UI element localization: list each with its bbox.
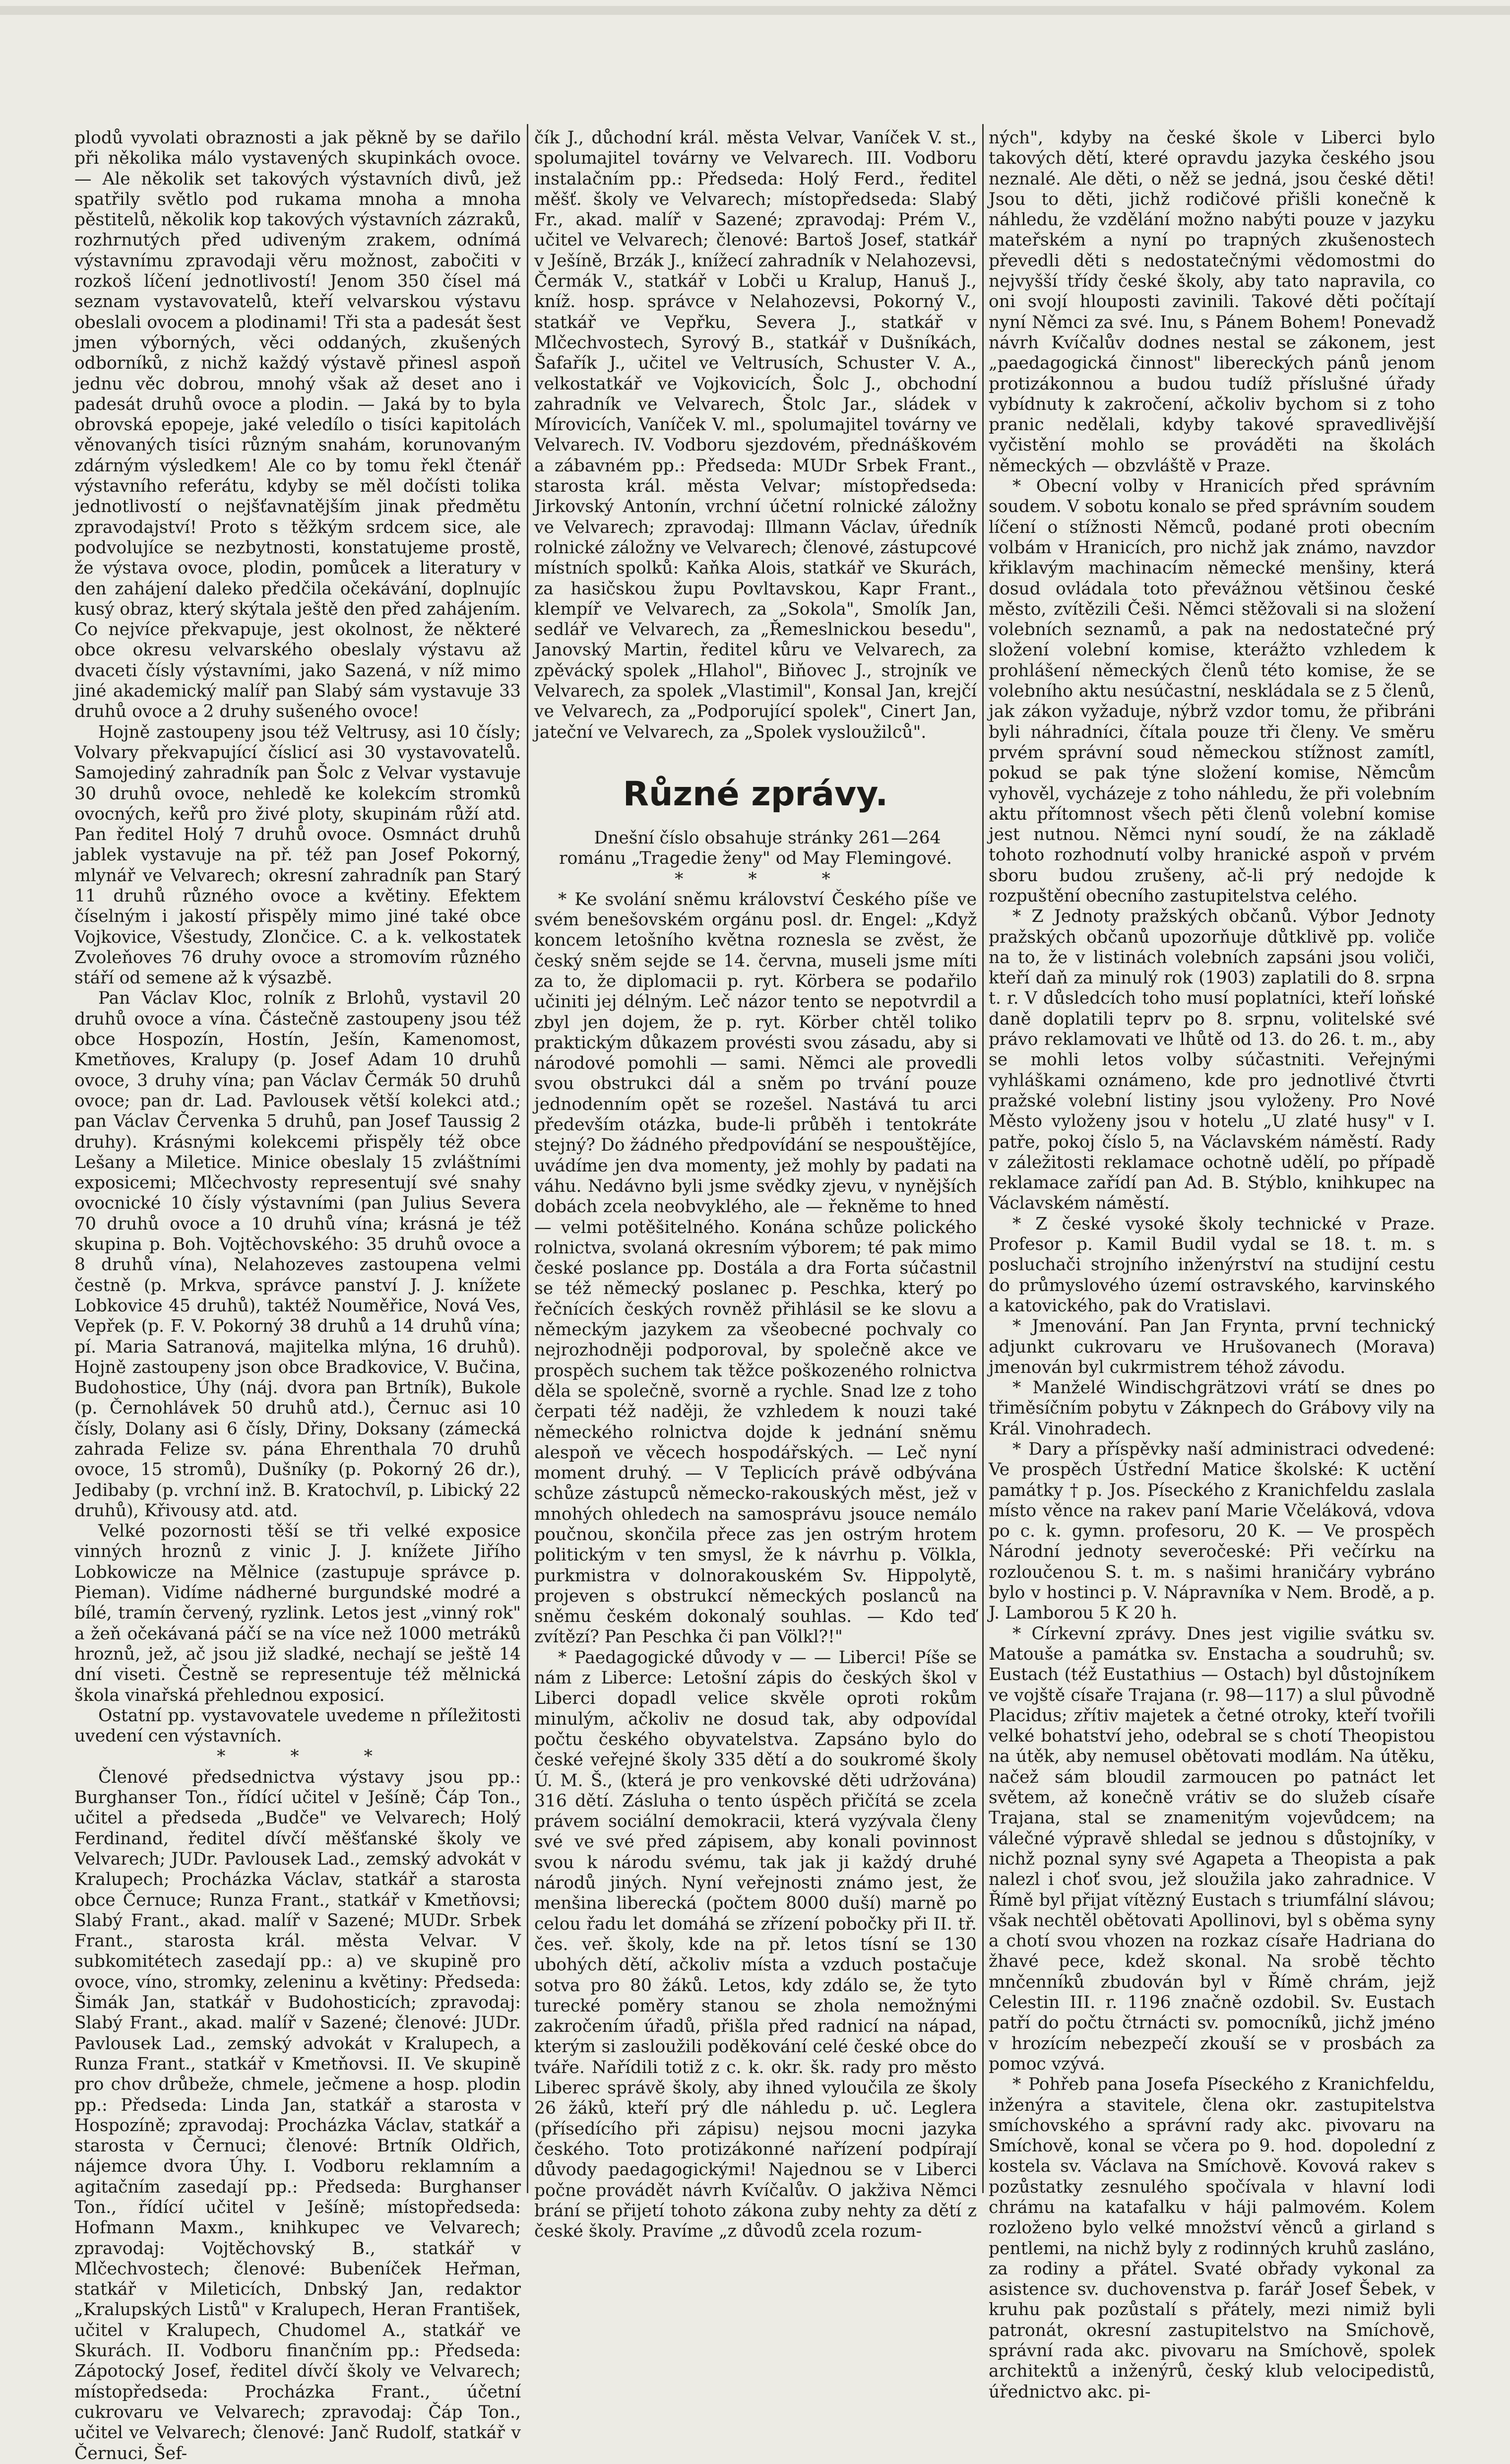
- column-3: [989, 128, 1435, 2402]
- news-item: * Paedagogické důvody v — — Liberci! Píše se nám z Liberce: Letošní zápis do českých škol v Liberci dopadl velice skvěle oproti rokům minulým, ačkoliv ne dosud tak, aby odpovídal počtu českého obyvatelstva. Zapsáno bylo do české veřejné školy 335 dětí a do soukromé školy Ú. M. Š., (která je pro venkovské děti udržována) 316 dětí. Zásluha o tento úspěch přičítá se zcela právem sociální demokracii, která vyzývala členy své ve své před zápisem, aby konali povinnost svou k národu svému, tak jak ji každý druhé národů jiných. Nyní veřejnosti známo jest, že menšina liberecká (počtem 8000 duší) marně po celou řadu let domáhá se zřízení pobočky při II. tř. čes. veř. školy, kde na př. letos tísní se 130 ubohých dětí, ačkoliv místa a vzduch postačuje sotva pro 80 žáků. Letos, kdy zdálo se, že tyto turecké poměry stanou se zhola nemožnými zakročením úřadů, přišla před radnicí na nápad, kterým si zasloužili poděkování celé české obce do tváře. Nařídili totiž z c. k. okr. šk. rady pro město Liberec správě školy, aby ihned vyloučila ze školy 26 žáků, kteří prý dle náhledu p. uč. Leglera (přísedícího při zápisu) nejsou mocni jazyka českého. Toto protizákonné nařízení podpírají důvody paedagogickými! Najednou se v Liberci počne provádět návrh Kvíčalův. O jakživa Němci brání se přijetí tohoto zákona zuby nehty za dětí z české školy. Pravíme „z důvodů zcela rozum-: [534, 1647, 977, 2242]
- news-item: * Z české vysoké školy technické v Praze. Profesor p. Kamil Budil vydal se 18. t. m. s posluchači strojního inženýrství na studijní cestu do průmyslového území ostravského, karvinského a katovického, pak do Vratislavi.: [989, 1214, 1435, 1316]
- article-paragraph: Velké pozornosti těší se tři velké exposice vinných hroznů z vinic J. J. knížete Jiřího Lobkowicze na Mělnice (zastupuje správce p. Pieman). Vidíme nádherné burgundské modré a bílé, tramín červený, ryzlink. Letos jest „vinný rok" a žeň očekávaná páčí se na více než 1000 metráků hroznů, jež, ač jsou již sladké, nechají se ještě 14 dní viseti. Čestně se representuje též mělnická škola vinařská přehlednou exposicí.: [74, 1521, 521, 1705]
- news-item: * Církevní zprávy. Dnes jest vigilie svátku sv. Matouše a památka sv. Enstacha a soudruhů; sv. Eustach (též Eustathius — Ostach) byl důstojníkem ve vojště císaře Trajana (r. 98—117) a slul původně Placidus; zřítiv majetek a četné otroky, kteří tvořili velké bohatství jeho, odebral se s chotí Theopistou na útěk, aby nemusel obětovati modlám. Na útěku, načež sám bloudil zarmoucen po patnáct let světem, až konečně vrátiv se do služeb císaře Trajana, stal se znamenitým vojevůdcem; na válečné výpravě shledal se jednou s důstojníky, v nichž poznal syny své Agapeta a Theopista a pak nalezl i choť svou, jež sloužila jako zahradnice. V Římě byl přijat vítězný Eustach s triumfální slávou; však nechtěl obětovati Apollinovi, byl s oběma syny a chotí svou vhozen na rozkaz císaře Hadriana do žhavé pece, kdež skonal. Na srobě těchto mnčenníků zbudován byl v Římě chrám, jejž Celestin III. r. 1196 značně ozdobil. Sv. Eustach patří do počtu čtrnácti sv. pomocníků, jichž jméno v hrozícím nebezpečí zkouší se v prosbách za pomoc vzývá.: [989, 1623, 1435, 2074]
- column-2: [534, 128, 977, 2242]
- news-item: * Z Jednoty pražských občanů. Výbor Jednoty pražských občanů upozorňuje důtklivě pp. voliče na to, že v listinách volebních zapsáni jsou voliči, kteří daň za minulý rok (1903) zaplatili do 8. srpna t. r. V důsledcích toho musí poplatníci, kteří loňské daně doplatili teprv po 8. srpnu, volitelské své právo reklamovati ve lhůtě od 13. do 26. t. m., aby se mohli letos volby súčastniti. Veřejnými vyhláškami oznámeno, kde pro jednotlivé čtvrti pražské volební listiny jsou vyloženy. Pro Nové Město vyloženy jsou v hotelu „U zlaté husy" v I. patře, pokoj číslo 5, na Václavském náměstí. Rady v záležitosti reklamace ochotně udělí, po případě reklamace zařídí pan Ad. B. Stýblo, knihkupec na Václavském náměstí.: [989, 907, 1435, 1214]
- news-item: * Manželé Windischgrätzovi vrátí se dnes po třiměsíčním pobytu v Záknpech do Grábovy vily na Král. Vinohradech.: [989, 1378, 1435, 1439]
- column-rule: [982, 124, 984, 2193]
- article-paragraph: Pan Václav Kloc, rolník z Brlohů, vystavil 20 druhů ovoce a vína. Částečně zastoupeny jsou též obce Hospozín, Hostín, Ješín, Kamenomost, Kmetňoves, Kralupy (p. Josef Adam 10 druhů ovoce, 3 druhy vína; pan Václav Čermák 50 druhů ovoce; pan dr. Lad. Pavlousek větší kolekci atd.; pan Václav Červenka 5 druhů, pan Josef Taussig 2 druhy). Krásnými kolekcemi přispěly též obce Lešany a Miletice. Minice obeslaly 15 zvláštními exposicemi; Mlčechvosty representují své snahy ovocnické 10 čísly výstavními (pan Julius Severa 70 druhů ovoce a 10 druhů vína; krásná je též skupina p. Boh. Vojtěchovského: 35 druhů ovoce a 8 druhů vína), Nelahozeves zastoupena velmi čestně (p. Mrkva, správce panství J. J. knížete Lobkovice 45 druhů), taktéž Nouměřice, Nová Ves, Vepřek (p. F. V. Pokorný 38 druhů a 14 druhů vína; pí. Maria Satranová, majitelka mlýna, 16 druhů). Hojně zastoupeny json obce Bradkovice, V. Bučina, Budohostice, Úhy (náj. dvora pan Brtník), Bukole (p. Černohlávek 50 druhů atd.), Černuc asi 10 čísly, Dolany asi 6 čísly, Dřiny, Doksany (zámecká zahrada Felize sv. pána Ehrenthala 70 druhů ovoce, 15 stromů), Dušníky (p. Pokorný 26 dr.), Jedibaby (p. vrchní inž. B. Kratochvíl, p. Libický 22 druhů), Křivousy atd. atd.: [74, 988, 521, 1521]
- section-separator: * * *: [675, 869, 860, 889]
- page-top-edge: [0, 6, 1510, 15]
- section-lead: Dnešní číslo obsahuje stránky 261—264 románu „Tragedie ženy" od May Flemingové.: [559, 828, 952, 869]
- column-1: [74, 128, 521, 2464]
- news-item: * Dary a příspěvky naší administraci odvedené: Ve prospěch Ústřední Matice školské: K uctění památky † p. Jos. Píseckého z Kranichfeldu zaslala místo věnce na rakev paní Marie Včeláková, vdova po c. k. gymn. profesoru, 20 K. — Ve prospěch Národní jednoty severočeské: Při večírku na rozloučenou S. t. m. s našimi hraničáry vybráno bylo v hostinci p. V. Nápravníka v Nem. Brodě, a p. J. Lamborou 5 K 20 h.: [989, 1439, 1435, 1623]
- news-item: * Ke svolání sněmu království Českého píše ve svém benešovském orgánu posl. dr. Engel: „Když koncem letošního května roznesla se zvěst, že český sněm sejde se 14. června, museli jsme míti za to, že diplomacii p. ryt. Körbera se podařilo učiniti jej délným. Leč názor tento se nepotvrdil a zbyl jen dojem, že p. ryt. Körber chtěl toliko praktickým důkazem provésti svou zásadu, aby si národové pomohli — sami. Němci ale provedli svou obstrukci dál a sněm po trvání pouze jednodenním opět se rozešel. Nastává tu arci především otázka, bude-li průběh i tentokráte stejný? Do žádného předpovídání se nespouštějíce, uvádíme jen dva momenty, jež mohly by padati na váhu. Nedávno byli jsme svědky zjevu, v nynějších dobách zcela neobvyklého, ale — řekněme to hned — velmi potěšitelného. Konána schůze polického rolnictva, svolaná okresním výborem; té pak mimo české poslance pp. Dostála a dra Forta súčastnil se též německý poslanec p. Peschka, který po řečnících českých rovněž přihlásil se ke slovu a německým jazykem za všeobecné pochvaly co nejrozhodněji podporoval, by společně akce ve prospěch suchem tak těžce poškozeného rolnictva děla se společně, svorně a rychle. Snad lze z toho čerpati též naději, že vzhledem k nouzi také německého rolnictva dojde k jednání sněmu alespoň ve věcech hospodářských. — Leč nyní moment druhý. — V Teplicích právě odbývána schůze zástupců německo-rakouských měst, jež v mnohých ohledech na samosprávu jsouce nemálo poučnou, skončila přece zas jen ostrým hrotem politickým v ten smysl, že k návrhu p. Völkla, purkmistra v dolnorakouském Sv. Hippolytě, projeven s obstrukcí německých poslanců na sněmu českém dokonalý souhlas. — Kdo teď zvítězí? Pan Peschka či pan Völkl?!": [534, 889, 977, 1647]
- article-paragraph: čík J., důchodní král. města Velvar, Vaníček V. st., spolumajitel továrny ve Velvarech. III. Vodboru instalačním pp.: Předseda: Holý Ferd., ředitel měšť. školy ve Velvarech; místopředseda: Slabý Fr., akad. malíř v Sazené; zpravodaj: Prém V., učitel ve Velvarech; členové: Bartoš Josef, statkář v Ješíně, Brzák J., knížecí zahradník v Nelahozevsi, Čermák V., statkář v Lobči u Kralup, Hanuš J., kníž. hosp. správce v Nelahozevsi, Pokorný V., statkář ve Vepřku, Severa J., statkář v Mlčechvostech, Syrový B., statkář v Dušníkách, Šafařík J., učitel ve Veltrusích, Schuster V. A., velkostatkář ve Vojkovicích, Šolc J., obchodní zahradník ve Velvarech, Štolc Jar., sládek v Mírovicích, Vaníček V. ml., spolumajitel továrny ve Velvarech. IV. Vodboru sjezdovém, přednáškovém a zábavném pp.: Předseda: MUDr Srbek Frant., starosta král. města Velvar; místopředseda: Jirkovský Antonín, vrchní účetní rolnické záložny ve Velvarech; zpravodaj: Illmann Václav, úředník rolnické záložny ve Velvarech; členové, zástupcové místních spolků: Kaňka Alois, statkář ve Skurách, za hasičskou župu Povltavskou, Kapr Frant., klempíř ve Velvarech, za „Sokola", Smolík Jan, sedlář ve Velvarech, za „Řemeslnickou besedu", Janovský Martin, ředitel kůru ve Velvarech, za zpěvácký spolek „Hlahol", Biňovec J., strojník ve Velvarech, za spolek „Vlastimil", Konsal Jan, krejčí ve Velvarech, za „Podporující spolek", Cinert Jan, jateční ve Velvarech, za „Spolek vysloužilců".: [534, 128, 977, 742]
- article-paragraph: Ostatní pp. vystavovatele uvedeme n příležitosti uvedení cen výstavních.: [74, 1705, 521, 1747]
- column-rule: [527, 124, 528, 2193]
- section-separator: * * *: [217, 1747, 402, 1767]
- news-item: * Obecní volby v Hranicích před správním soudem. V sobotu konalo se před správním soudem líčení o stížnosti Němců, podané proti obecním volbám v Hranicích, pro nichž jak známo, navzdor křiklavým machinacím německé menšiny, která dosud ovládala toto převážnou většinou české město, zvítězili Češi. Němci stěžovali si na složení volebních seznamů, a pak na nedostatečné prý složení volební komise, kterážto vzhledem k prohlášení německých členů této komise, že se volebního aktu nesúčastní, neskládala se z 5 členů, jak zákon vyžaduje, nýbrž vzdor tomu, že přibráni byli náhradníci, čítala pouze tři členy. Ve směru prvém správní soud německou stížnost zamítl, pokud se pak týne složení komise, Němcům vyhověl, vycházeje z toho náhledu, že při volebním aktu přítomnost všech pěti členů volební komise jest nutnou. Němci nyní soudí, že na základě tohoto rozhodnutí volby hranické aspoň v prvém sboru budou zrušeny, ač-li prý nedojde k rozpuštění obecního zastupitelstva celého.: [989, 476, 1435, 906]
- article-paragraph: Členové předsednictva výstavy jsou pp.: Burghanser Ton., řídící učitel v Ješíně; Čáp Ton., učitel a předseda „Budče" ve Velvarech; Holý Ferdinand, ředitel dívčí měšťanské školy ve Velvarech; JUDr. Pavlousek Lad., zemský advokát v Kralupech; Procházka Václav, statkář a starosta obce Černuce; Runza Frant., statkář v Kmetňovsi; Slabý Frant., akad. malíř v Sazené; MUDr. Srbek Frant., starosta král. města Velvar. V subkomitétech zasedají pp.: a) ve skupině pro ovoce, víno, stromky, zeleninu a květiny: Předseda: Šimák Jan, statkář v Budohosticích; zpravodaj: Slabý Frant., akad. malíř v Sazené; členové: JUDr. Pavlousek Lad., zemský advokát v Kralupech, a Runza Frant., statkář v Kmetňovsi. II. Ve skupině pro chov drůbeže, chmele, ječmene a hosp. plodin pp.: Předseda: Linda Jan, statkář a starosta v Hospozíně; zpravodaj: Procházka Václav, statkář a starosta v Černuci; členové: Brtník Oldřich, nájemce dvora Úhy. I. Vodboru reklamním a agitačním zasedají pp.: Předseda: Burghanser Ton., řídící učitel v Ješíně; místopředseda: Hofmann Maxm., knihkupec ve Velvarech; zpravodaj: Vojtěchovský B., statkář v Mlčechvostech; členové: Bubeníček Heřman, statkář v Mileticích, Dnbský Jan, redaktor „Kralupských Listů" v Kralupech, Heran František, učitel v Kralupech, Chudomel A., statkář ve Skurách. II. Vodboru finančním pp.: Předseda: Zápotocký Josef, ředitel dívčí školy ve Velvarech; místopředseda: Procházka Frant., účetní cukrovaru ve Velvarech; zpravodaj: Čáp Ton., učitel ve Velvarech; členové: Janč Rudolf, statkář v Černuci, Šef-: [74, 1767, 521, 2464]
- article-paragraph: Hojně zastoupeny jsou též Veltrusy, asi 10 čísly; Volvary překvapující číslicí asi 30 vystavovatelů. Samojediný zahradník pan Šolc z Velvar vystavuje 30 druhů ovoce, nehledě ke kolekcím stromků ovocných, keřů pro živé ploty, skupinám růží atd. Pan ředitel Holý 7 druhů ovoce. Osmnáct druhů jablek vystavuje na př. též pan Josef Pokorný, mlynář ve Velvarech; okresní zahradník pan Starý 11 druhů různého ovoce a květiny. Efektem číselným i jakostí přispěly mimo jiné také obce Vojkovice, Všestudy, Zlončice. C. a k. velkostatek Zvoleňoves 76 druhy ovoce a stromovím různého stáří od semene až k výsazbě.: [74, 722, 521, 988]
- news-item: ných", kdyby na české škole v Liberci bylo takových dětí, které opravdu jazyka českého jsou neznalé. Ale děti, o něž se jedná, jsou české děti! Jsou to děti, jichž rodičové přišli konečně k náhledu, že vzdělání možno nabýti pouze v jazyku mateřském a nyní po trapných zkušenostech převedli děti s nedostatečnými vědomostmi do nejvyšší třídy české školy, aby tato napravila, co oni svojí hlouposti zavinili. Takové děti počítají nyní Němci za své. Inu, s Pánem Bohem! Ponevadž návrh Kvíčalův dodnes nestal se zákonem, jest „paedagogická činnost" libereckých pánů jenom protizákonnou a budou tudíž příslušné úřady vybídnuty k zakročení, ačkoliv bychom si z toho pranic nedělali, kdyby takové spravedlivější vyčistění mohlo se prováděti na školách německých — obzvláště v Praze.: [989, 128, 1435, 476]
- news-item: * Pohřeb pana Josefa Píseckého z Kranichfeldu, inženýra a stavitele, člena okr. zastupitelstva smíchovského a správní rady akc. pivovaru na Smíchově, konal se včera po 9. hod. dopolední z kostela sv. Václava na Smíchově. Kovová rakev s pozůstatky zesnulého spočívala v hlavní lodi chrámu na katafalku v háji palmovém. Kolem rozloženo bylo velké množství věnců a girland s pentlemi, na nichž byly z rodinných kruhů zasláno, za rodiny a přátel. Svaté obřady vykonal za asistence sv. duchovenstva p. farář Josef Šebek, v kruhu pak pozůstalí s přátely, mezi nimiž byli patronát, okresní zastupitelstvo na Smíchově, správní rada akc. pivovaru na Smíchově, spolek architektů a inženýrů, český klub velocipedistů, úřednictvo akc. pi-: [989, 2075, 1435, 2402]
- section-heading: Různé zprávy.: [623, 774, 888, 814]
- news-item: * Jmenování. Pan Jan Frynta, první technický adjunkt cukrovaru ve Hrušovanech (Morava) jmenován byl cukrmistrem téhož závodu.: [989, 1316, 1435, 1377]
- article-paragraph: plodů vyvolati obraznosti a jak pěkně by se dařilo při několika málo vystavených skupinkách ovoce. — Ale několik set takových výstavních divů, jež spatřily světlo pod rukama mnoha a mnoha pěstitelů, několik kop takových výstavních zázraků, rozhrnutých před udiveným zrakem, odnímá výstavnímu zpravodaji věru možnost, zabočiti v rozkoš líčení jednotlivostí! Jenom 350 čísel má seznam vystavovatelů, kteří velvarskou výstavu obeslali ovocem a plodinami! Tři sta a padesát šest jmen výborných, věci oddaných, zkušených odborníků, z nichž každý výstavě přinesl aspoň jednu věc dobrou, mnohý však až deset ano i padesát druhů ovoce a plodin. — Jaká by to byla obrovská epopeje, jaké veledílo o tisíci kapitolách věnovaných tisíci různým snahám, korunovaným zdárným výsledkem! Ale co by tomu řekl čtenář výstavního referátu, kdyby se měl dočísti tolika jednotlivostí o nejšťavnatějším jinak předmětu zpravodajství! Proto s těžkým srdcem sice, ale podvolujíce se nezbytnosti, konstatujeme prostě, že výstava ovoce, plodin, pomůcek a literatury v den zahájení daleko předčila očekávání, doplnujíc kusý obraz, který skýtala ještě den před zahájením. Co nejvíce překvapuje, jest okolnost, že některé obce okresu velvarského obeslaly výstavu až dvaceti čísly výstavními, jako Sazená, v níž mimo jiné akademický malíř pan Slabý sám vystavuje 33 druhů ovoce a 2 druhy sušeného ovoce!: [74, 128, 521, 722]
